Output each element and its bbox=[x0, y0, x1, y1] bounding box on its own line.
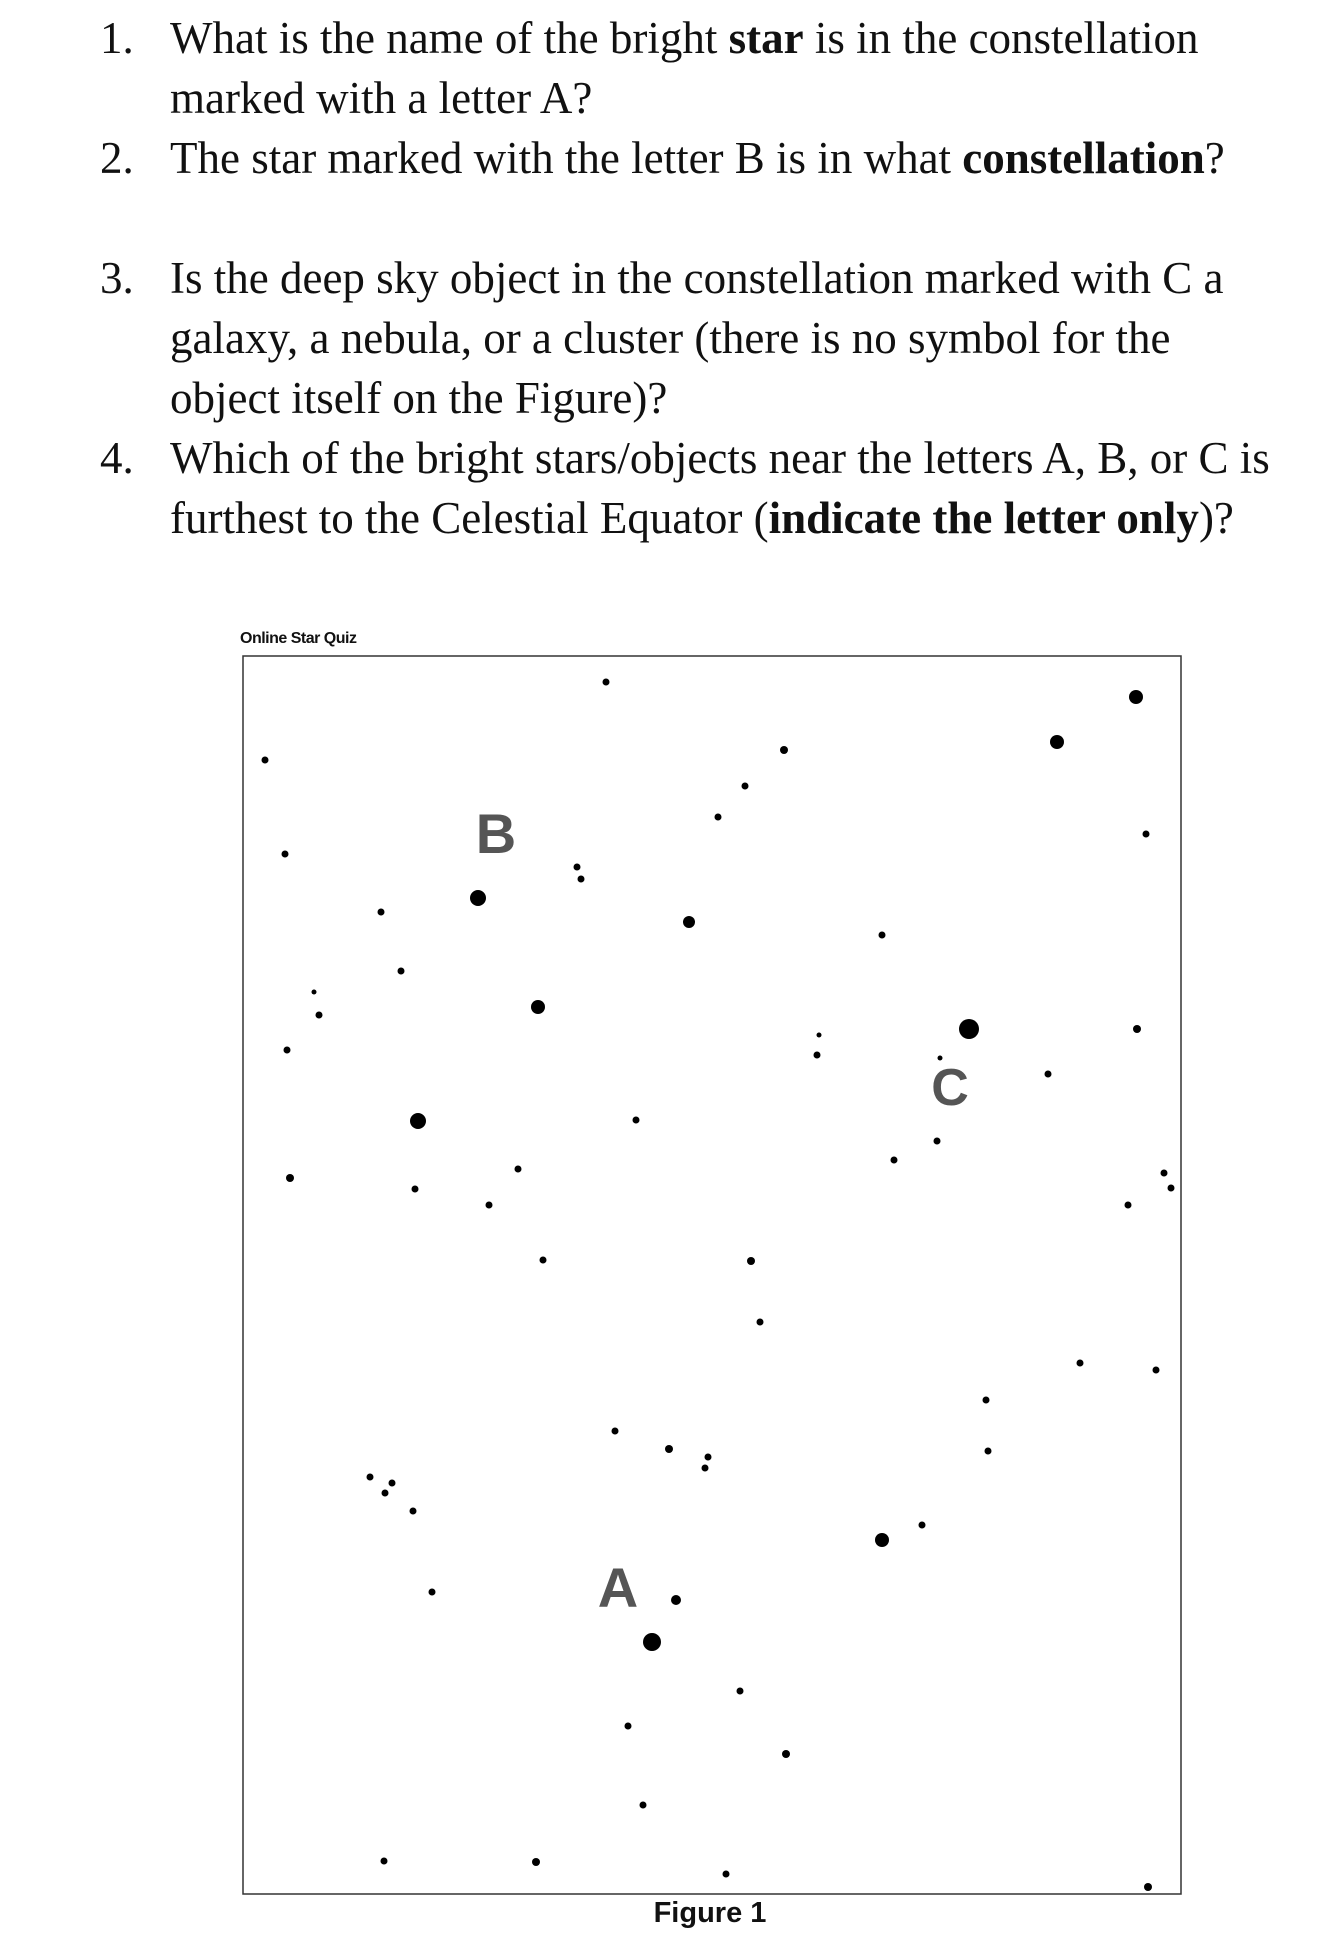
star bbox=[780, 746, 788, 754]
text-part: Is the deep sky object in the constellation marked with C a galaxy, a nebula, or a cluster (there is no symbol for the object itself on the Figure)? bbox=[170, 253, 1224, 423]
star bbox=[612, 1428, 619, 1435]
star bbox=[1125, 1202, 1132, 1209]
star bbox=[1077, 1360, 1084, 1367]
marker-c: C bbox=[931, 1059, 969, 1117]
star bbox=[486, 1202, 493, 1209]
bright-star bbox=[875, 1533, 889, 1547]
text-part: Which of the bright stars/objects near the letters A, B, or C is furthest to the Celestial Equator ( bbox=[170, 433, 1270, 543]
text-part: The star marked with the letter B is in what bbox=[170, 133, 963, 183]
star bbox=[429, 1589, 436, 1596]
star bbox=[625, 1723, 632, 1730]
question-number: 3. bbox=[100, 253, 134, 303]
star bbox=[702, 1465, 709, 1472]
star bbox=[983, 1397, 990, 1404]
star bbox=[532, 1858, 540, 1866]
text-part: ? bbox=[1204, 133, 1225, 183]
text-part: is in the constellation marked with a letter A? bbox=[170, 13, 1199, 123]
star bbox=[817, 1033, 822, 1038]
star bbox=[262, 757, 269, 764]
bright-star bbox=[683, 916, 695, 928]
star bbox=[284, 1047, 291, 1054]
bright-star bbox=[1129, 690, 1143, 704]
star bbox=[814, 1052, 821, 1059]
star bbox=[378, 909, 385, 916]
text-part-bold: star bbox=[728, 13, 804, 63]
bright-star bbox=[410, 1113, 426, 1129]
text-part-bold: constellation bbox=[962, 133, 1205, 183]
star bbox=[1133, 1025, 1141, 1033]
figure-caption: Figure 1 bbox=[653, 1897, 767, 1929]
question-text bbox=[170, 428, 1290, 548]
chart-frame bbox=[243, 656, 1181, 1894]
star bbox=[671, 1595, 681, 1605]
star bbox=[919, 1522, 926, 1529]
text-part: )? bbox=[1198, 493, 1234, 543]
question-text bbox=[170, 8, 1290, 128]
star bbox=[742, 783, 749, 790]
star bbox=[282, 851, 289, 858]
text-part-bold: indicate the letter only bbox=[768, 493, 1199, 543]
star bbox=[1144, 1883, 1152, 1891]
question-number: 4. bbox=[100, 433, 134, 483]
star bbox=[574, 864, 581, 871]
star bbox=[1153, 1367, 1160, 1374]
marker-b: B bbox=[475, 802, 517, 865]
star bbox=[381, 1858, 388, 1865]
star bbox=[316, 1012, 323, 1019]
bright-star bbox=[959, 1019, 979, 1039]
star bbox=[398, 968, 405, 975]
bright-star bbox=[470, 890, 486, 906]
question-number: 2. bbox=[100, 133, 134, 183]
star bbox=[1143, 831, 1150, 838]
star bbox=[389, 1480, 396, 1487]
bright-star bbox=[1050, 735, 1064, 749]
star bbox=[665, 1445, 673, 1453]
star bbox=[1161, 1170, 1168, 1177]
question-number: 1. bbox=[100, 13, 134, 63]
star bbox=[782, 1750, 790, 1758]
star bbox=[1168, 1185, 1175, 1192]
star bbox=[705, 1454, 712, 1461]
star bbox=[382, 1490, 389, 1497]
star bbox=[891, 1157, 898, 1164]
star bbox=[879, 932, 886, 939]
star bbox=[757, 1319, 764, 1326]
star bbox=[515, 1166, 522, 1173]
star bbox=[603, 679, 610, 686]
star bbox=[412, 1186, 419, 1193]
star bbox=[1045, 1071, 1052, 1078]
bright-star bbox=[643, 1633, 661, 1651]
question-text bbox=[170, 128, 1290, 188]
star bbox=[747, 1257, 755, 1265]
star bbox=[985, 1448, 992, 1455]
star bbox=[934, 1138, 941, 1145]
star-chart bbox=[242, 655, 1182, 1895]
star bbox=[540, 1257, 547, 1264]
star bbox=[286, 1174, 294, 1182]
star bbox=[737, 1688, 744, 1695]
star bbox=[312, 990, 317, 995]
star bbox=[410, 1508, 417, 1515]
star bbox=[578, 876, 585, 883]
star bbox=[367, 1474, 374, 1481]
question-text bbox=[170, 248, 1290, 428]
marker-a: A bbox=[597, 1556, 639, 1619]
text-part: What is the name of the bright bbox=[170, 13, 729, 63]
star bbox=[633, 1117, 640, 1124]
star bbox=[723, 1871, 730, 1878]
quiz-label: Online Star Quiz bbox=[240, 630, 357, 647]
bright-star bbox=[531, 1000, 545, 1014]
star bbox=[715, 814, 722, 821]
star bbox=[640, 1802, 647, 1809]
